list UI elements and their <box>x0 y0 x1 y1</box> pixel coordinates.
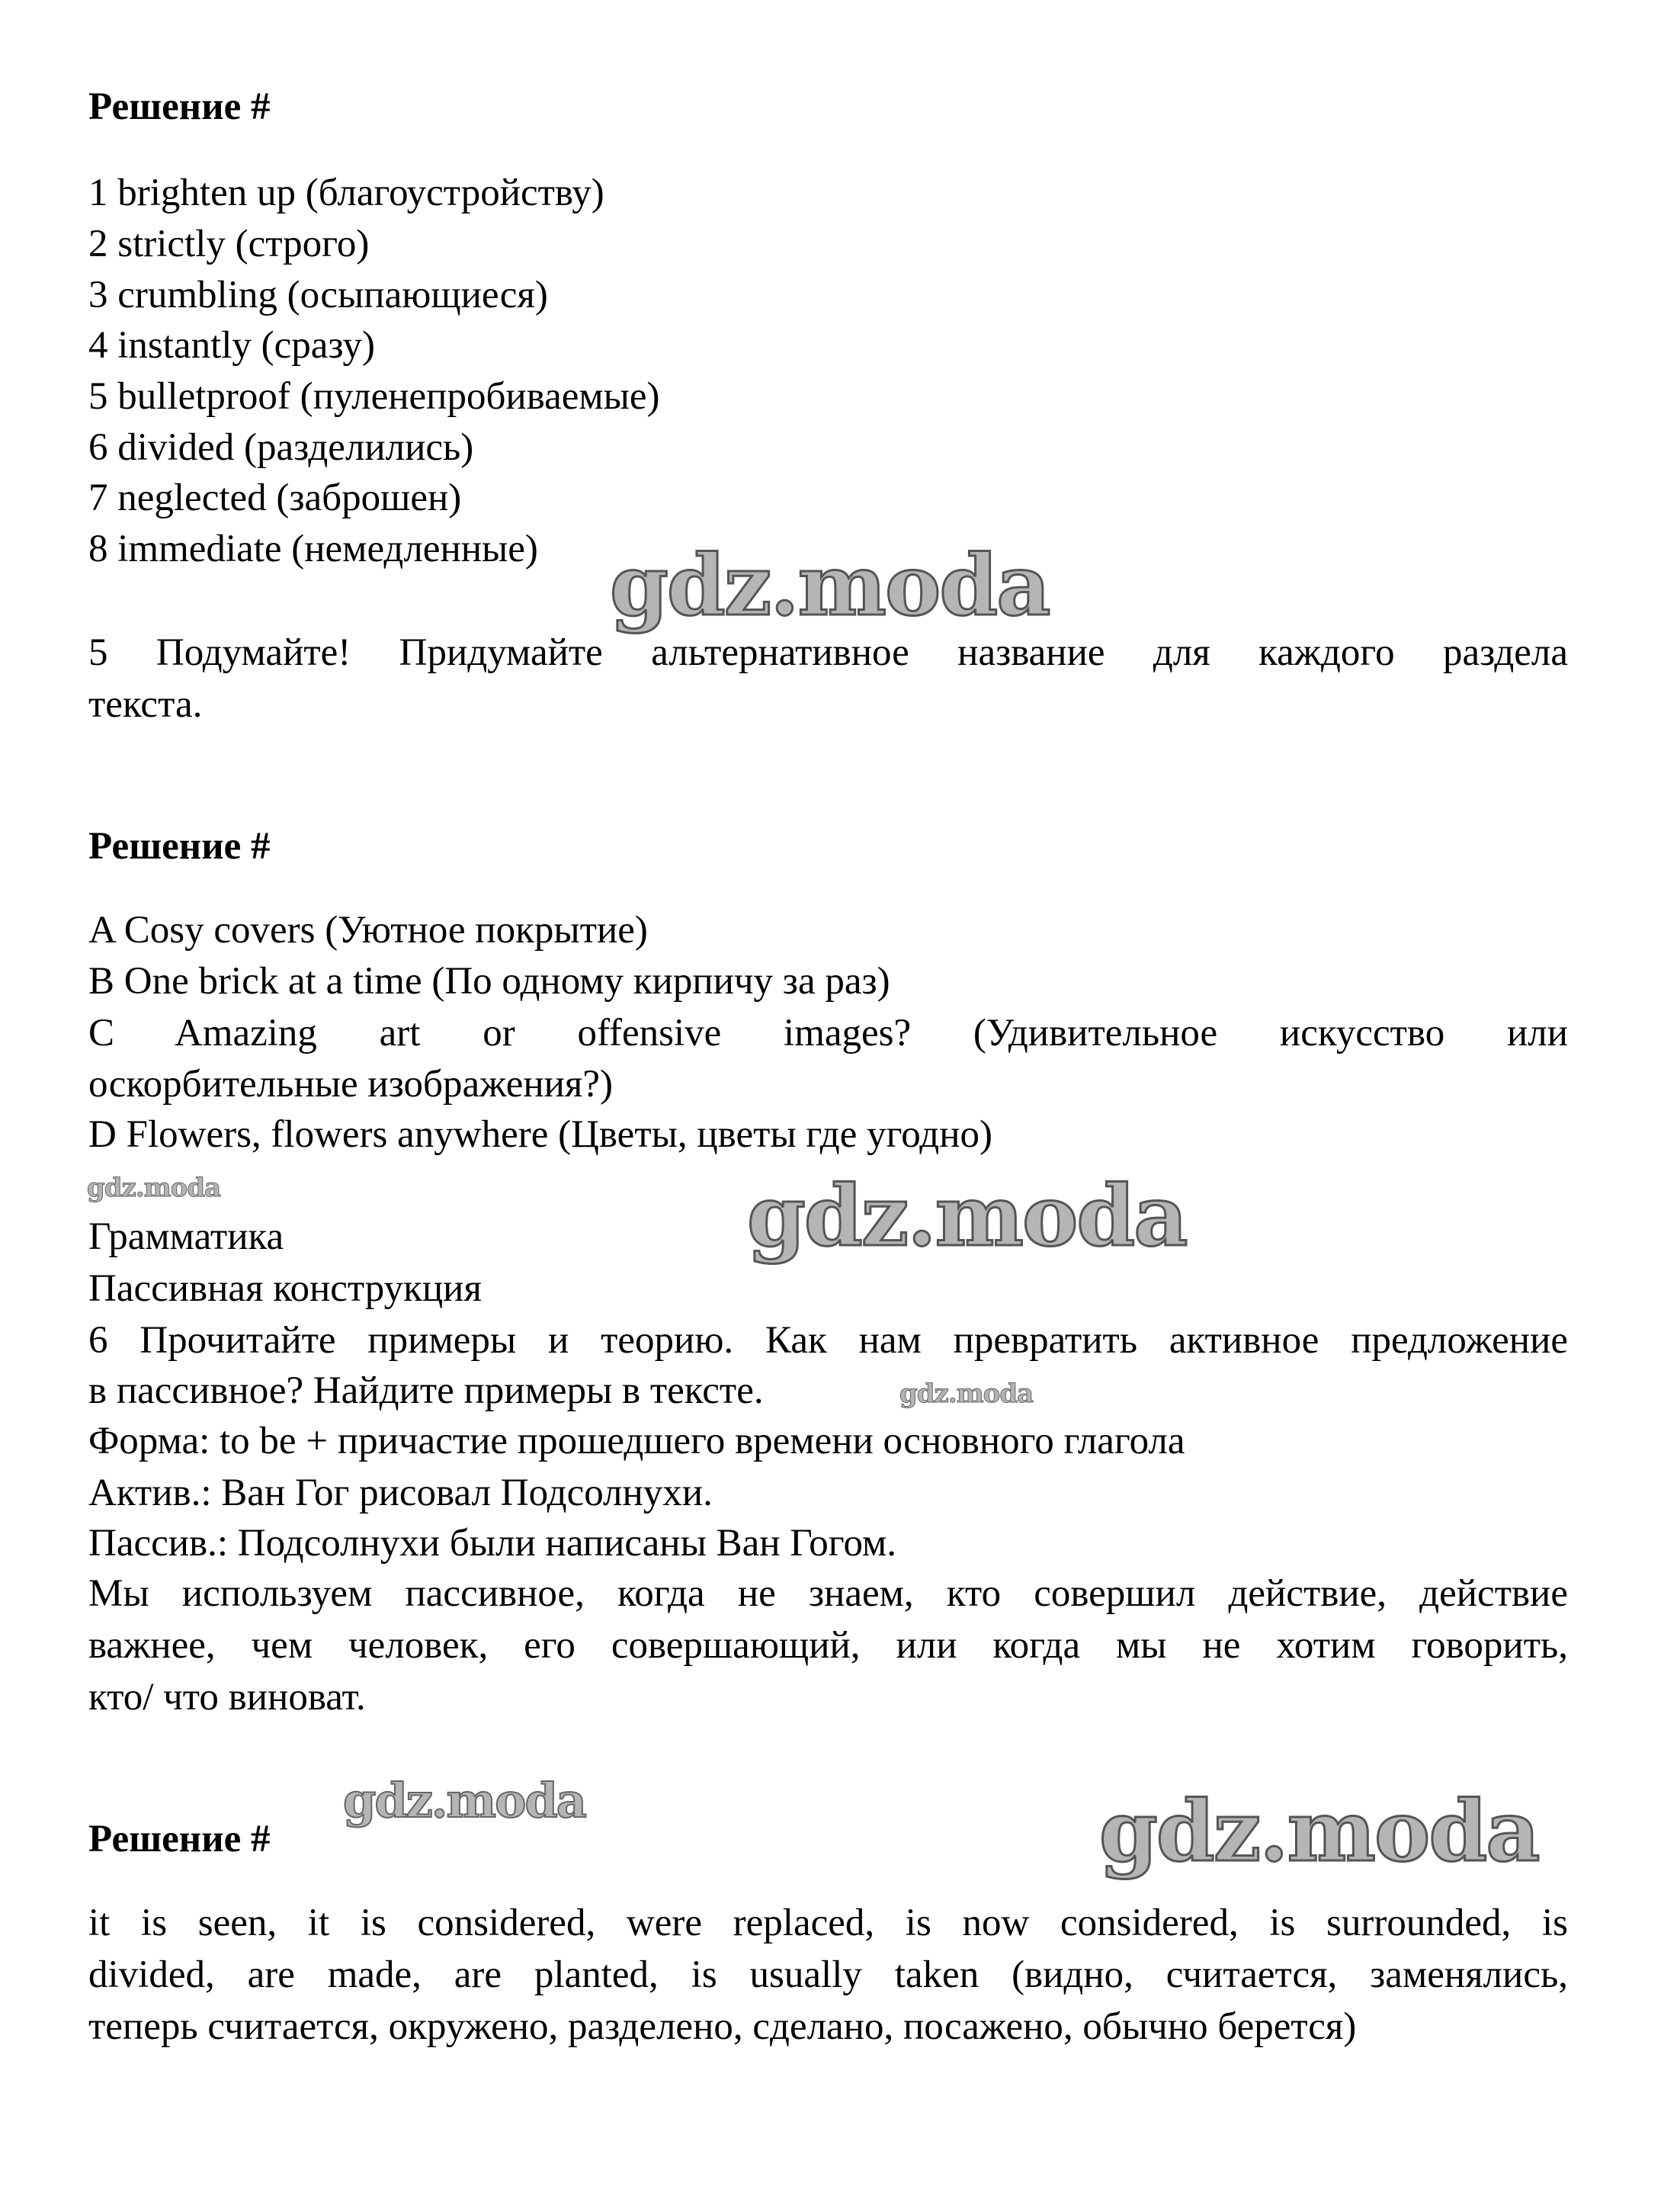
watermark-logo: gdz.moda <box>747 1167 1187 1265</box>
form-rule: Форма: to be + причастие прошедшего времени основного глагола <box>88 1420 1185 1462</box>
passive-answers-line-3: теперь считается, окружено, разделено, сделано, посажено, обычно берется) <box>88 2005 1357 2048</box>
title-option-b: B One brick at a time (По одному кирпичу за раз) <box>88 960 890 1003</box>
heading-solution-3: Решение # <box>88 1818 271 1860</box>
heading-solution-2: Решение # <box>88 825 271 868</box>
answer-line-1: 1 brighten up (благоустройству) <box>88 172 604 214</box>
active-example: Актив.: Ван Гог рисовал Подсолнухи. <box>88 1472 713 1514</box>
answer-line-4: 4 instantly (сразу) <box>88 324 375 367</box>
task-5-line-2: текста. <box>88 683 203 726</box>
usage-line-3: кто/ что виноват. <box>88 1676 366 1719</box>
watermark-logo-medium: gdz.moda <box>343 1773 585 1828</box>
answer-line-2: 2 strictly (строго) <box>88 223 370 265</box>
usage-line-2: важнее, чем человек, его совершающий, или когда мы не хотим говорить, <box>88 1624 1568 1667</box>
answer-line-7: 7 neglected (заброшен) <box>88 477 462 519</box>
answer-line-6: 6 divided (разделились) <box>88 426 474 469</box>
answer-line-5: 5 bulletproof (пуленепробиваемые) <box>88 375 660 418</box>
watermark-logo: gdz.moda <box>610 536 1050 634</box>
passive-example: Пассив.: Подсолнухи были написаны Ван Гогом. <box>88 1522 896 1565</box>
title-option-d: D Flowers, flowers anywhere (Цветы, цветы где угодно) <box>88 1113 992 1156</box>
task-6-line-2: в пассивное? Найдите примеры в тексте. <box>88 1369 764 1412</box>
task-6-line-1: 6 Прочитайте примеры и теорию. Как нам превратить активное предложение <box>88 1319 1568 1362</box>
answer-line-3: 3 crumbling (осыпающиеся) <box>88 274 548 316</box>
watermark-logo: gdz.moda <box>1099 1782 1539 1880</box>
answer-line-8: 8 immediate (немедленные) <box>88 528 538 570</box>
watermark-logo-small: gdz.moda <box>899 1379 1034 1409</box>
passive-answers-line-2: divided, are made, are planted, is usually taken (видно, считается, заменялись, <box>88 1953 1568 1996</box>
title-option-c-cont: оскорбительные изображения?) <box>88 1063 614 1106</box>
watermark-logo-small: gdz.moda <box>87 1173 221 1203</box>
task-5-line-1: 5 Подумайте! Придумайте альтернативное название для каждого раздела <box>88 631 1568 674</box>
title-option-c: C Amazing art or offensive images? (Удивительное искусство или <box>88 1012 1568 1054</box>
title-option-a: A Cosy covers (Уютное покрытие) <box>88 909 648 952</box>
grammar-heading: Грамматика <box>88 1215 284 1258</box>
passive-answers-line-1: it is seen, it is considered, were replaced, is now considered, is surrounded, is <box>88 1902 1568 1944</box>
heading-solution-1: Решение # <box>88 85 271 128</box>
grammar-subheading: Пассивная конструкция <box>88 1267 482 1310</box>
usage-line-1: Мы используем пассивное, когда не знаем, кто совершил действие, действие <box>88 1572 1568 1615</box>
